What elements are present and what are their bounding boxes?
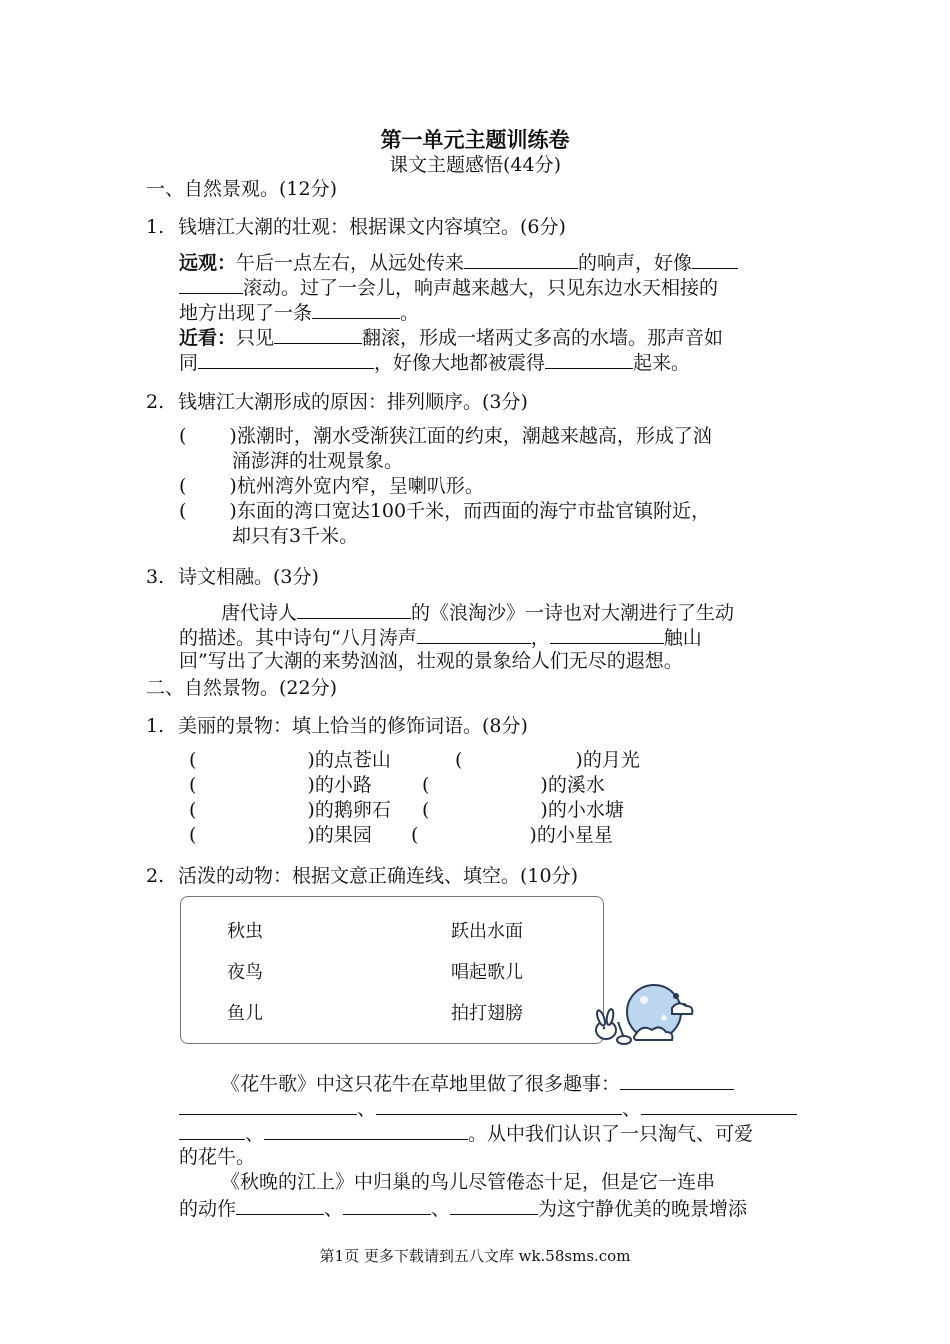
- fill-item[interactable]: ( )的溪水: [422, 774, 605, 796]
- fill-item[interactable]: ( )的果园: [189, 824, 372, 846]
- page-title: 第一单元主题训练卷: [380, 127, 570, 152]
- blank[interactable]: [198, 349, 374, 369]
- blank[interactable]: [179, 1095, 357, 1115]
- blank[interactable]: [179, 1120, 245, 1140]
- s1-q2-option1-cont: 涌澎湃的壮观景象。: [232, 450, 404, 472]
- s2-q2-para1-line1: 《花牛歌》中这只花牛在草地里做了很多趣事：: [221, 1070, 734, 1097]
- blank[interactable]: [450, 1195, 538, 1215]
- s1-q3-line3: 回”写出了大潮的来势汹汹，壮观的景象给人们无尽的遐想。: [179, 650, 683, 672]
- blank[interactable]: [692, 249, 738, 269]
- s2-q2-para1-line2: 、 、: [179, 1095, 797, 1122]
- s1-q1-line3: 地方出现了一条 。: [179, 299, 419, 326]
- blank[interactable]: [545, 349, 633, 369]
- s1-q1-line4: 近看：只见 翻滚，形成一堵两丈多高的水墙。那声音如: [179, 324, 723, 351]
- section-1-heading: 一、自然景观。(12分): [146, 178, 338, 200]
- s1-q1-prompt: [146, 212, 566, 239]
- fill-item[interactable]: ( )的鹅卵石: [189, 799, 391, 821]
- s2-q1-prompt: 1. 美丽的景物：填上恰当的修饰词语。(8分): [146, 715, 528, 737]
- blank[interactable]: [417, 624, 531, 644]
- near-label: 近看：: [179, 327, 237, 349]
- page-subtitle: 课文主题感悟(44分): [388, 154, 561, 176]
- blank[interactable]: [274, 324, 362, 344]
- blank[interactable]: [236, 1195, 324, 1215]
- match-right-item[interactable]: 拍打翅膀: [451, 1003, 523, 1024]
- blank[interactable]: [264, 1120, 468, 1140]
- blank[interactable]: [343, 1195, 431, 1215]
- blank[interactable]: [464, 249, 578, 269]
- match-left-item[interactable]: 鱼儿: [227, 1003, 263, 1024]
- s1-q2-option1[interactable]: ( )涨潮时，潮水受渐狭江面的约束，潮越来越高，形成了汹: [179, 425, 712, 447]
- fill-item[interactable]: ( )的小路: [189, 774, 372, 796]
- fill-item[interactable]: ( )的小水塘: [422, 799, 624, 821]
- s1-q3-line2: 的描述。其中诗句“八月涛声 ， 触山: [179, 624, 702, 651]
- match-right-item[interactable]: 跃出水面: [451, 921, 523, 942]
- s1-q2-option2[interactable]: ( )杭州湾外宽内窄，呈喇叭形。: [179, 475, 484, 497]
- fill-item[interactable]: ( )的点苍山: [189, 749, 391, 771]
- s2-q2-prompt: 2. 活泼的动物：根据文意正确连线、填空。(10分): [146, 865, 579, 887]
- fill-item[interactable]: ( )的月光: [455, 749, 640, 771]
- section-2-heading: 二、自然景物。(22分): [146, 677, 338, 699]
- blank[interactable]: [620, 1070, 734, 1090]
- s2-q2-para2-line1: 《秋晚的江上》中归巢的鸟儿尽管倦态十足，但是它一连串: [221, 1171, 716, 1193]
- match-right-item[interactable]: 唱起歌儿: [451, 962, 523, 983]
- match-left-item[interactable]: 秋虫: [227, 921, 263, 942]
- blank[interactable]: [312, 299, 400, 319]
- page-footer: 第1页 更多下载请到五八文库 wk.58sms.com: [319, 1247, 631, 1265]
- moon-rabbit-illustration: [584, 982, 700, 1052]
- s2-q2-para1-line4: 的花牛。: [179, 1146, 256, 1168]
- blank[interactable]: [376, 1095, 622, 1115]
- s1-q1-line2: 滚动。过了一会儿，响声越来越大，只见东边水天相接的: [179, 274, 718, 301]
- blank[interactable]: [179, 274, 243, 294]
- q-number: 1.: [146, 216, 165, 238]
- s1-q1-line5: 同 ，好像大地都被震得 起来。: [179, 349, 690, 376]
- blank[interactable]: [641, 1095, 797, 1115]
- blank[interactable]: [297, 599, 411, 619]
- s2-q2-para1-line3: 、 。从中我们认识了一只淘气、可爱: [179, 1120, 753, 1147]
- s1-q2-option3-cont: 却只有3千米。: [232, 525, 359, 547]
- s1-q1-line1: 远观：午后一点左右，从远处传来 的响声，好像: [179, 249, 738, 276]
- s1-q2-prompt: 2. 钱塘江大潮形成的原因：排列顺序。(3分): [146, 391, 528, 413]
- match-left-item[interactable]: 夜鸟: [227, 962, 263, 983]
- s1-q2-option3[interactable]: ( )东面的湾口宽达100千米，而西面的海宁市盐官镇附近，: [179, 500, 711, 522]
- s1-q3-prompt: 3. 诗文相融。(3分): [146, 566, 319, 588]
- s1-q3-line1: 唐代诗人 的《浪淘沙》一诗也对大潮进行了生动: [221, 599, 734, 626]
- rabbit-icon: [595, 1009, 616, 1039]
- fill-item[interactable]: ( )的小星星: [411, 824, 613, 846]
- s2-q2-para2-line2: 的动作 、 、 为这宁静优美的晚景增添: [179, 1195, 747, 1222]
- blank[interactable]: [550, 624, 664, 644]
- far-label: 远观：: [179, 252, 237, 274]
- q-text: 钱塘江大潮的壮观：根据课文内容填空。(6分): [178, 216, 566, 238]
